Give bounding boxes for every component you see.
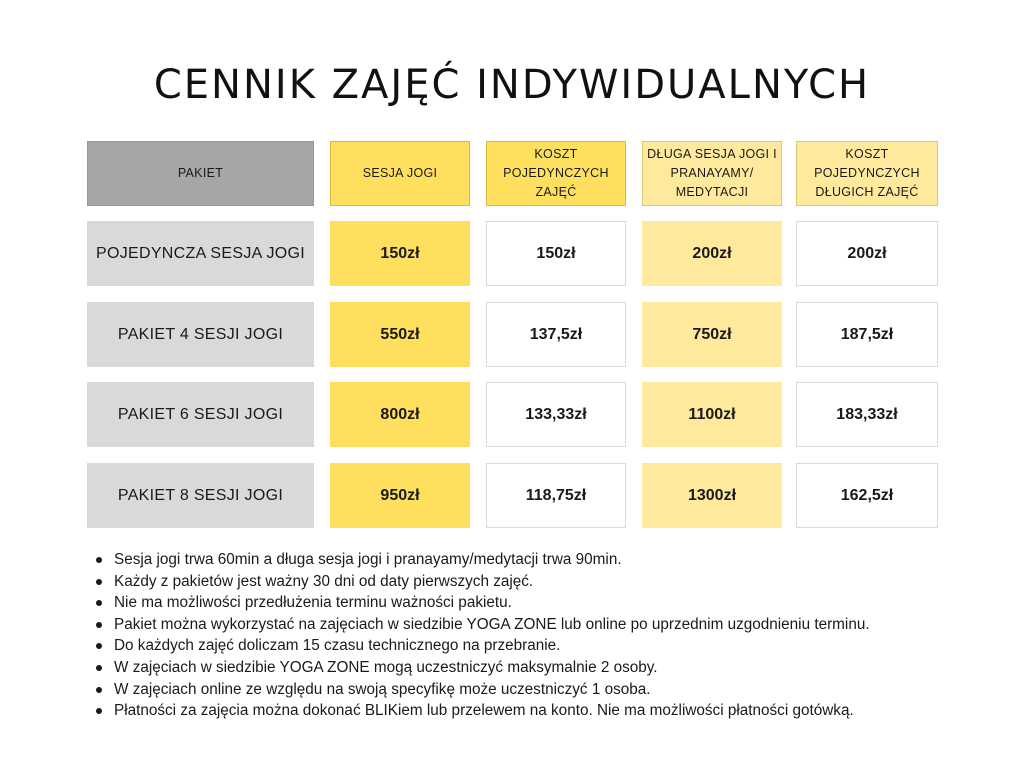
list-item [92, 657, 992, 679]
bullet-icon [96, 600, 102, 606]
row-label: PAKIET 8 SESJI JOGI [87, 463, 314, 528]
price-sesja-jogi: 800zł [330, 382, 470, 447]
list-item [92, 700, 992, 722]
price-koszt-pojedynczych: 133,33zł [486, 382, 626, 447]
note-text: Do każdych zajęć doliczam 15 czasu technicznego na przebranie. [114, 637, 561, 655]
price-koszt-pojedynczych: 137,5zł [486, 302, 626, 367]
list-item [92, 679, 992, 701]
note-text: Płatności za zajęcia można dokonać BLIKiem lub przelewem na konto. Nie ma możliwości płatności gotówką. [114, 702, 854, 720]
price-dluga-sesja: 200zł [642, 221, 782, 286]
list-item [92, 549, 992, 571]
header-pakiet: PAKIET [87, 141, 314, 206]
bullet-icon [96, 557, 102, 563]
note-text: Sesja jogi trwa 60min a długa sesja jogi i pranayamy/medytacji trwa 90min. [114, 551, 622, 568]
price-dluga-sesja: 750zł [642, 302, 782, 367]
note-text: Pakiet można wykorzystać na zajęciach w siedzibie YOGA ZONE lub online po uprzednim uzgodnieniu terminu. [114, 615, 870, 633]
bullet-icon [96, 622, 102, 628]
price-sesja-jogi: 550zł [330, 302, 470, 367]
list-item [92, 635, 992, 657]
page-title: CENNIK ZAJĘĆ INDYWIDUALNYCH [153, 62, 871, 108]
note-text: Nie ma możliwości przedłużenia terminu ważności pakietu. [114, 594, 512, 612]
price-sesja-jogi: 150zł [330, 221, 470, 286]
list-item [92, 614, 992, 636]
header-koszt-pojedynczych: KOSZT POJEDYNCZYCH ZAJĘĆ [486, 141, 626, 206]
price-dluga-sesja: 1100zł [642, 382, 782, 447]
header-koszt-dlugich: KOSZT POJEDYNCZYCH DŁUGICH ZAJĘĆ [796, 141, 938, 206]
row-label: PAKIET 6 SESJI JOGI [87, 382, 314, 447]
note-text: W zajęciach w siedzibie YOGA ZONE mogą uczestniczyć maksymalnie 2 osoby. [114, 658, 658, 676]
notes-list [92, 549, 992, 722]
row-label: PAKIET 4 SESJI JOGI [87, 302, 314, 367]
row-label: POJEDYNCZA SESJA JOGI [87, 221, 314, 286]
price-koszt-pojedynczych: 150zł [486, 221, 626, 286]
list-item [92, 592, 992, 614]
list-item [92, 571, 992, 593]
price-koszt-dlugich: 187,5zł [796, 302, 938, 367]
bullet-icon [96, 579, 102, 585]
price-koszt-dlugich: 200zł [796, 221, 938, 286]
bullet-icon [96, 687, 102, 693]
header-dluga-sesja: DŁUGA SESJA JOGI I PRANAYAMY/ MEDYTACJI [642, 141, 782, 206]
price-koszt-dlugich: 162,5zł [796, 463, 938, 528]
header-sesja-jogi: SESJA JOGI [330, 141, 470, 206]
price-koszt-pojedynczych: 118,75zł [486, 463, 626, 528]
note-text: W zajęciach online ze względu na swoją specyfikę może uczestniczyć 1 osoba. [114, 680, 651, 698]
bullet-icon [96, 665, 102, 671]
price-koszt-dlugich: 183,33zł [796, 382, 938, 447]
bullet-icon [96, 643, 102, 649]
price-sesja-jogi: 950zł [330, 463, 470, 528]
bullet-icon [96, 708, 102, 714]
price-dluga-sesja: 1300zł [642, 463, 782, 528]
note-text: Każdy z pakietów jest ważny 30 dni od daty pierwszych zajęć. [114, 572, 534, 590]
